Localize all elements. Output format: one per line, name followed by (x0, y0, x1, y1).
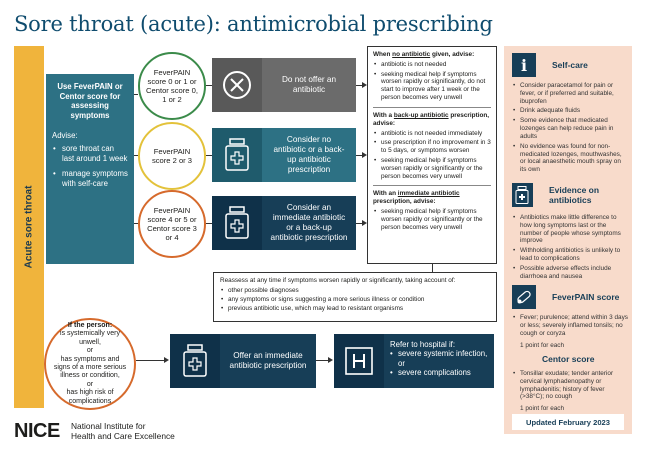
nice-name-line: Health and Care Excellence (71, 431, 175, 442)
score-circle-medium (138, 122, 206, 190)
evidence-header (512, 180, 632, 210)
list-item: • seeking medical help if symptoms worsen rapidly or significantly or the person becomes very unwell (373, 157, 491, 180)
list-item: • Withholding antibiotics is unlikely to lead to complications (512, 247, 628, 263)
updated-badge: Updated February 2023 (512, 414, 624, 430)
evidence-list (512, 214, 628, 283)
centor-point: 1 point for each (520, 405, 565, 412)
list-item: • Antibiotics make little difference to how long symptoms last or the number of people whose symptoms improve (512, 214, 628, 245)
info-panel (504, 46, 632, 434)
advise-label: Advise: (52, 130, 78, 140)
nice-name-line: National Institute for (71, 421, 146, 431)
connector-line (432, 264, 433, 272)
medicine-bottle-icon (212, 196, 262, 250)
evidence-title: Evidence on antibiotics (548, 184, 600, 205)
list-item: • Tonsillar exudate; tender anterior cervical lymphadenopathy or lymphadenitis; history of fever (>38°C); no cough (512, 370, 628, 401)
score-text: FeverPAIN score 2 or 3 (151, 146, 193, 165)
nice-logo: NICE (14, 420, 60, 442)
score-circle-low (138, 52, 206, 120)
list-item: • severe systemic infection, or (390, 349, 488, 368)
action-text: Consider an immediate antibiotic or a back-up antibiotic prescription (270, 203, 348, 242)
arrow-icon (164, 357, 169, 363)
list-item: • any symptoms or signs suggesting a more serious illness or condition (220, 296, 490, 304)
centor-title: Centor score (542, 354, 595, 364)
advice-box (367, 46, 497, 264)
person-or: or (86, 347, 94, 355)
list-item: • antibiotic is not needed (373, 61, 491, 69)
hospital-referral-box (384, 334, 494, 388)
nice-organisation-name (71, 421, 175, 441)
list-item: • seeking medical help if symptoms worsen rapidly or significantly, do not start to improve after 1 week or the person becomes very unwell (373, 71, 491, 102)
sidebar-label-text: Acute sore throat (23, 185, 35, 269)
person-line: is systemically very unwell, (60, 330, 120, 346)
person-line: has symptoms and signs of a more serious illness or condition, (53, 355, 127, 380)
medicine-bottle-icon (512, 183, 533, 207)
person-or: or (86, 380, 94, 388)
thermometer-icon (512, 285, 536, 309)
list-item: • Some evidence that medicated lozenges can help reduce pain in adults (512, 117, 628, 140)
centor-list (512, 370, 628, 403)
score-text: FeverPAIN score 0 or 1 or Centor score 0, 1 or 2 (146, 67, 198, 105)
reassess-list (220, 287, 490, 313)
hospital-list (390, 349, 488, 377)
list-item: • Consider paracetamol for pain or fever, or if preferred and suitable, ibuprofen (512, 82, 628, 105)
list-item: • antibiotic is not needed immediately (373, 130, 491, 138)
list-item: • previous antibiotic use, which may lead to resistant organisms (220, 305, 490, 313)
arrow-icon (328, 357, 333, 363)
advice-heading-no-antibiotic: When no antibiotic given, advise: (373, 51, 475, 58)
action-text: Offer an immediate antibiotic prescription (229, 351, 307, 370)
advice-list (373, 208, 491, 231)
info-icon: i (512, 53, 536, 77)
list-item: • use prescription if no improvement in 3 to 5 days, or symptoms worsen (373, 139, 491, 155)
action-text: Do not offer an antibiotic (281, 75, 336, 94)
assessment-heading: Use FeverPAIN or Centor score for assessing symptoms (57, 82, 123, 121)
advice-list (373, 61, 491, 102)
advice-heading-backup: With a back-up antibiotic prescription, advise: (373, 111, 490, 127)
assessment-box (46, 74, 134, 264)
reassess-box (213, 272, 497, 322)
hospital-heading: Refer to hospital if: (390, 340, 456, 349)
feverpain-title: FeverPAIN score (552, 292, 620, 302)
sidebar-condition-label (14, 46, 44, 408)
list-item: • sore throat can last around 1 week (52, 144, 128, 163)
selfcare-title: Self-care (552, 60, 588, 70)
feverpain-header (512, 282, 619, 312)
medicine-bottle-icon (170, 334, 220, 388)
list-item: • seeking medical help if symptoms worsen rapidly or significantly or the person becomes very unwell (373, 208, 491, 231)
assessment-advice-list (52, 144, 128, 189)
hospital-icon (334, 334, 384, 388)
feverpain-list (512, 314, 628, 339)
list-item: • Fever; purulence; attend within 3 days or less; severely inflamed tonsils; no cough or coryza (512, 314, 628, 337)
selfcare-header (512, 50, 588, 80)
divider (373, 107, 491, 108)
action-text: Consider no antibiotic or a back-up antibiotic prescription (273, 135, 345, 174)
list-item: • Drink adequate fluids (512, 107, 628, 115)
list-item: • other possible diagnoses (220, 287, 490, 295)
no-symbol-icon (212, 58, 262, 112)
severe-person-circle (44, 318, 136, 410)
list-item: • manage symptoms with self-care (52, 169, 128, 188)
score-text: FeverPAIN score 4 or 5 or Centor score 3 or 4 (147, 205, 197, 243)
list-item: • Possible adverse effects include diarrhoea and nausea (512, 265, 628, 281)
page-title: Sore throat (acute): antimicrobial prescribing (14, 12, 493, 36)
list-item: • No evidence was found for non-medicated lozenges, mouthwashes, or local anaesthetic mouth spray on its own (512, 143, 628, 174)
person-line: has high risk of complications (66, 389, 114, 405)
score-circle-high (138, 190, 206, 258)
action-no-antibiotic (262, 58, 356, 112)
reassess-intro: Reassess at any time if symptoms worsen rapidly or significantly, taking account of: (220, 277, 456, 284)
action-backup-antibiotic (262, 128, 356, 182)
action-offer-immediate (220, 334, 316, 388)
advice-list (373, 130, 491, 181)
person-heading: If the person: (67, 322, 113, 330)
action-immediate-or-backup (262, 196, 356, 250)
advice-heading-immediate: With an immediate antibiotic prescription, advise: (373, 190, 460, 206)
connector-line (134, 94, 138, 95)
medicine-bottle-icon (212, 128, 262, 182)
list-item: • severe complications (390, 368, 471, 378)
feverpain-point: 1 point for each (520, 342, 565, 349)
selfcare-list (512, 82, 628, 176)
connector-line (136, 360, 166, 361)
divider (373, 185, 491, 186)
